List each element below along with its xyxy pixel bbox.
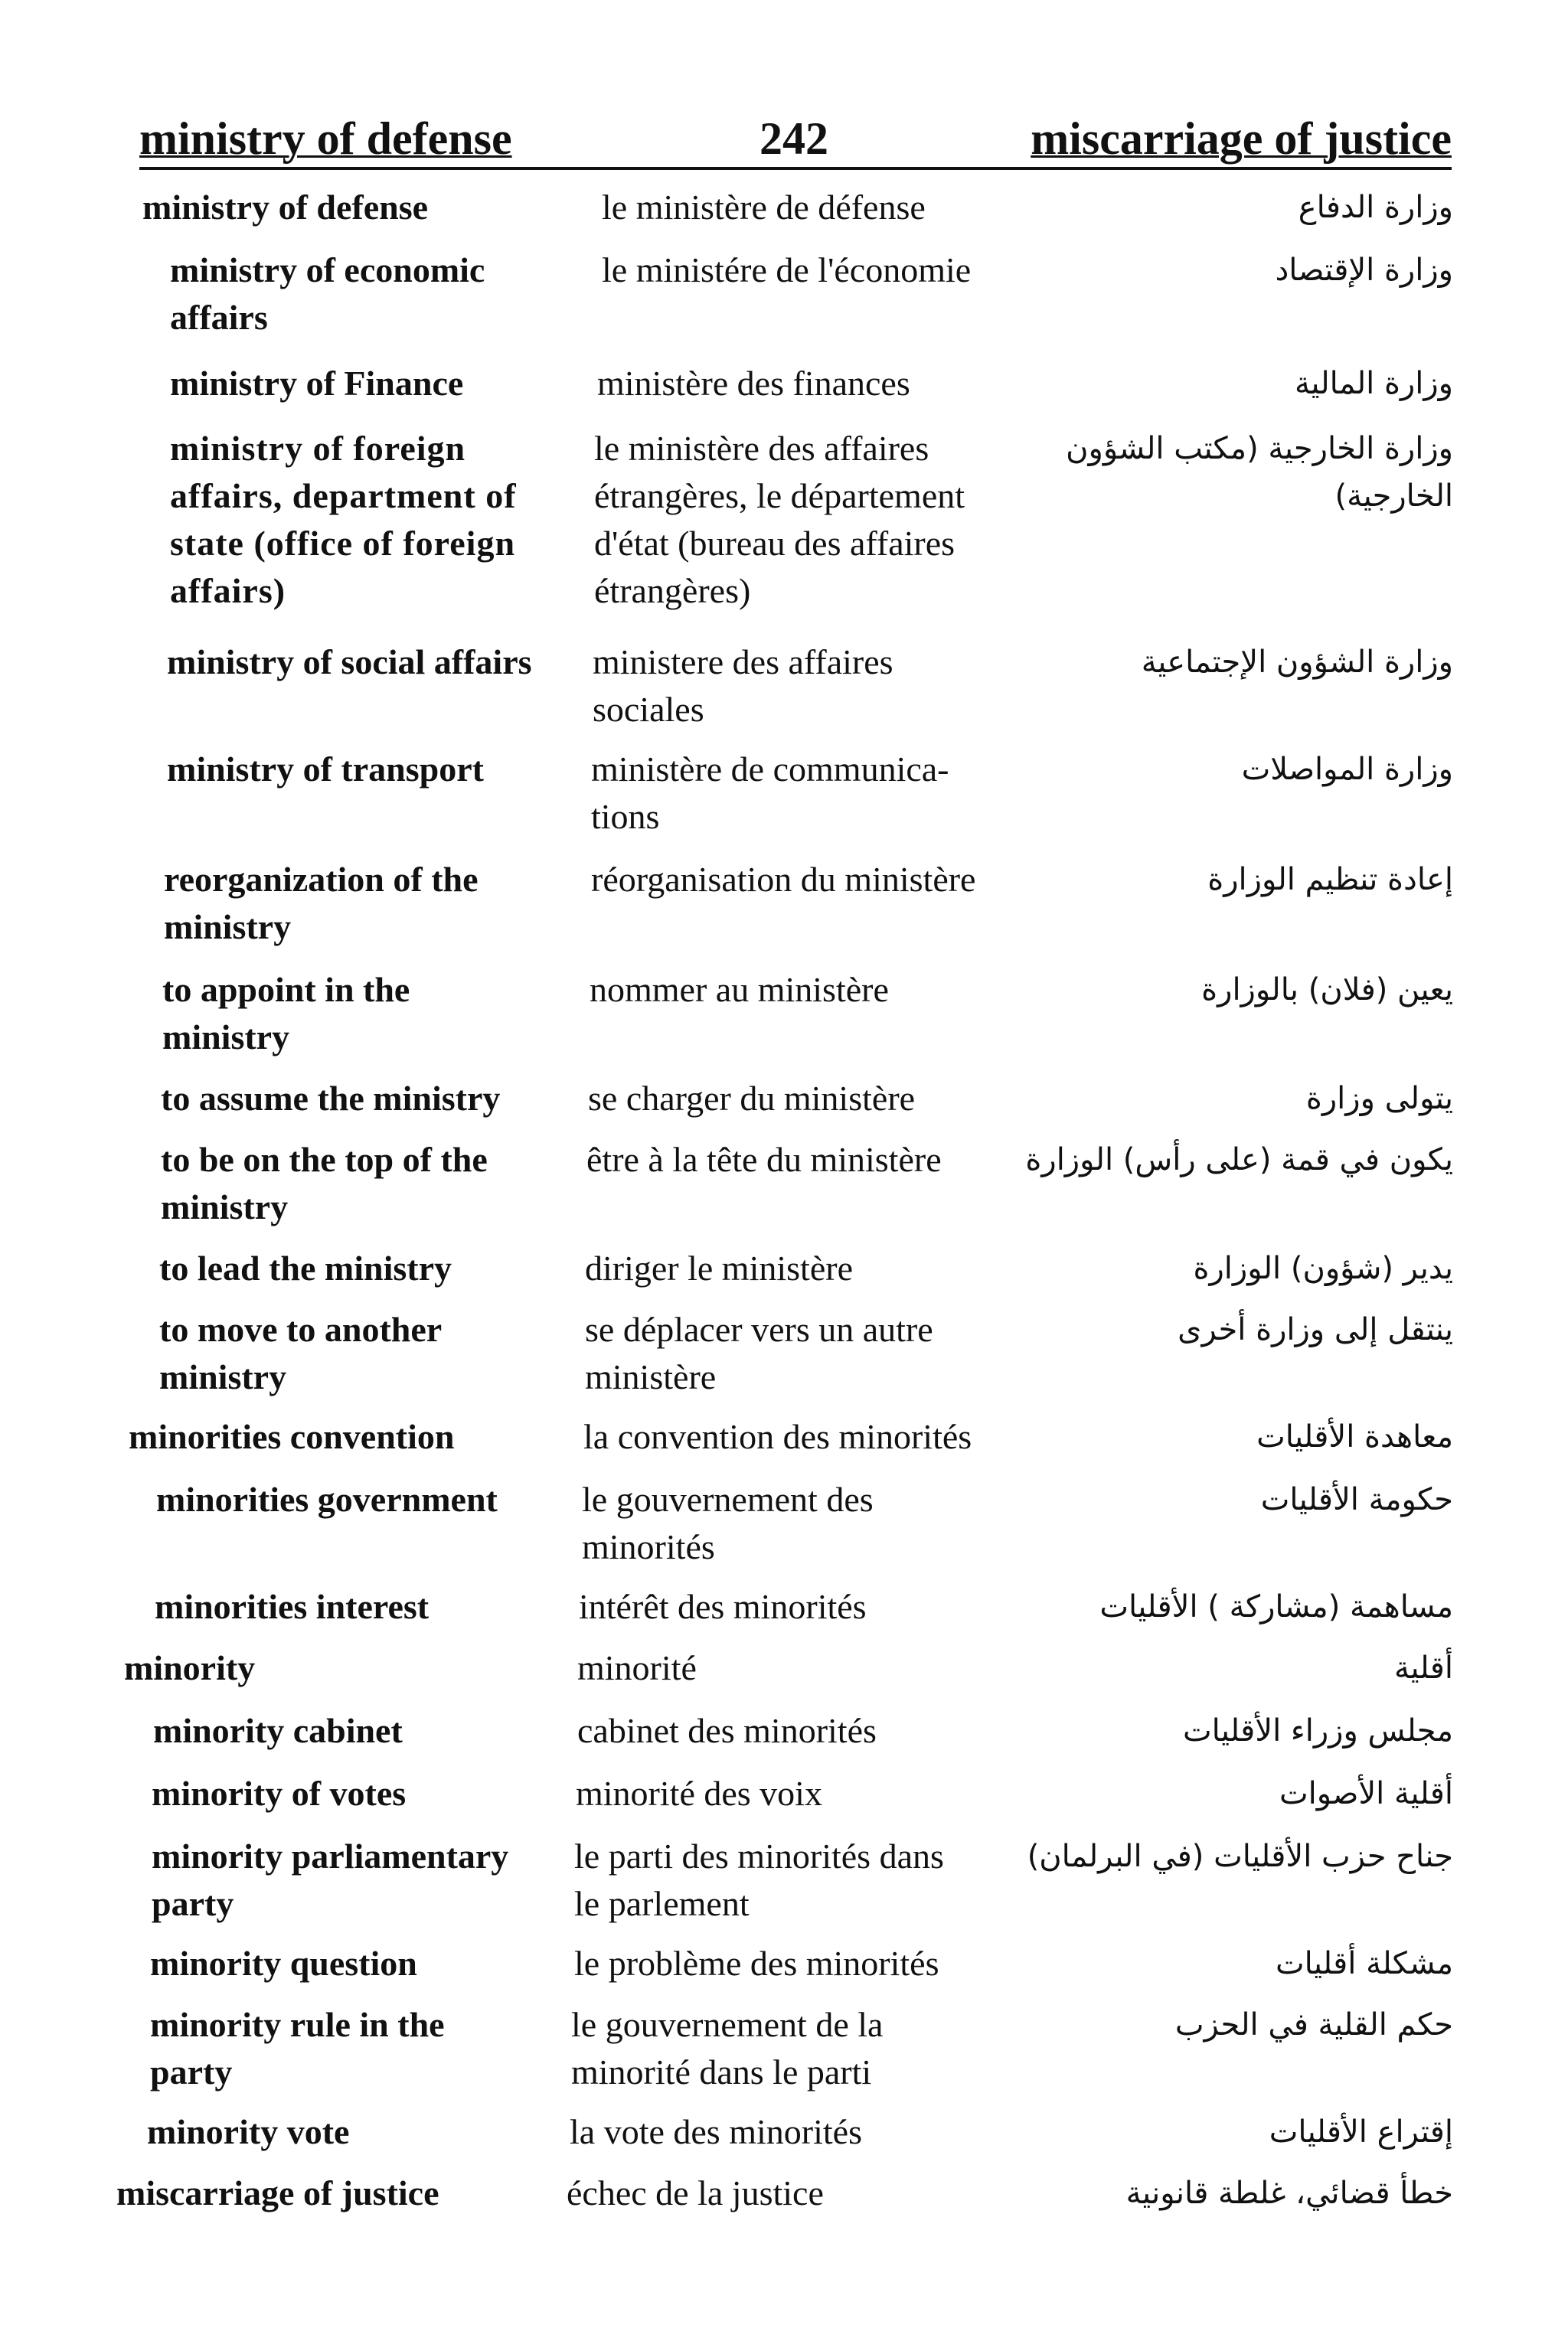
arabic-term: يتولى وزارة	[1305, 1081, 1453, 1116]
arabic-term: خطأ قضائي، غلطة قانونية	[1125, 2176, 1453, 2211]
english-term: ministry of transport	[167, 749, 484, 789]
arabic-term: وزارة المالية	[1294, 366, 1453, 401]
arabic-term: يعين (فلان) بالوزارة	[1201, 972, 1453, 1007]
english-term: minority vote	[147, 2112, 350, 2151]
page-header	[139, 110, 1452, 170]
english-term: minorities interest	[155, 1587, 430, 1626]
arabic-term: يدير (شؤون) الوزارة	[1193, 1251, 1453, 1286]
french-term: le gouvernement de la minorité dans le parti	[571, 2005, 884, 2091]
arabic-term: يكون في قمة (على رأس) الوزارة	[1025, 1142, 1453, 1177]
arabic-term: معاهدة الأقليات	[1256, 1419, 1453, 1455]
english-term: minority question	[150, 1944, 417, 1983]
english-term: minority of votes	[152, 1774, 407, 1813]
english-term: minority parliamentary party	[152, 1837, 509, 1923]
french-term: le problème des minorités	[574, 1944, 939, 1983]
arabic-term: أقلية	[1394, 1651, 1453, 1686]
english-term: to appoint in the ministry	[162, 970, 410, 1056]
english-term: ministry of economic affairs	[170, 250, 485, 337]
page-number: 242	[760, 113, 828, 164]
french-term: minorité	[577, 1648, 697, 1687]
english-term: reorganization of the ministry	[164, 860, 479, 946]
english-term: to assume the ministry	[161, 1079, 501, 1118]
arabic-term: حكومة الأقليات	[1260, 1482, 1453, 1517]
english-term: minority cabinet	[153, 1711, 403, 1750]
french-term: le ministère de défense	[602, 188, 926, 227]
english-term: to move to another ministry	[159, 1310, 443, 1396]
arabic-term: وزارة المواصلات	[1241, 752, 1453, 787]
arabic-term: إعادة تنظيم الوزارة	[1207, 862, 1453, 897]
english-term: to be on the top of the ministry	[161, 1140, 488, 1226]
french-term: échec de la justice	[567, 2173, 824, 2212]
english-term: ministry of defense	[142, 188, 429, 227]
arabic-term: وزارة الإقتصاد	[1275, 253, 1453, 288]
french-term: le ministére de l'économie	[602, 250, 972, 289]
french-term: minorité des voix	[576, 1774, 822, 1813]
french-term: la vote des minorités	[570, 2112, 862, 2151]
english-term: minorities government	[156, 1480, 498, 1519]
french-term: le gouvernement des minorités	[582, 1480, 874, 1566]
english-term: minorities convention	[129, 1417, 455, 1456]
french-term: réorganisation du ministère	[591, 860, 976, 899]
french-term: ministere des affaires sociales	[593, 642, 893, 729]
french-term: la convention des minorités	[583, 1417, 972, 1456]
arabic-term: أقلية الأصوات	[1279, 1776, 1453, 1811]
english-term: ministry of foreign affairs, department of state (office of foreign affairs)	[170, 429, 517, 610]
arabic-term: وزارة الشؤون الإجتماعية	[1141, 645, 1453, 680]
header-first-entry: ministry of defense	[139, 113, 512, 164]
french-term: être à la tête du ministère	[586, 1140, 942, 1179]
english-term: ministry of social affairs	[167, 642, 532, 681]
french-term: ministère de communica- tions	[591, 749, 949, 836]
arabic-term: مشكلة أقليات	[1276, 1946, 1453, 1981]
arabic-term: وزارة الخارجية (مكتب الشؤون الخارجية)	[1066, 431, 1453, 514]
french-term: nommer au ministère	[590, 970, 889, 1009]
french-term: diriger le ministère	[585, 1249, 853, 1288]
arabic-term: مساهمة (مشاركة ) الأقليات	[1099, 1589, 1453, 1625]
arabic-term: ينتقل إلى وزارة أخرى	[1178, 1312, 1453, 1347]
french-term: intérêt des minorités	[579, 1587, 867, 1626]
english-term: minority rule in the party	[150, 2005, 445, 2091]
french-term: ministère des finances	[597, 364, 910, 403]
french-term: se déplacer vers un autre ministère	[585, 1310, 933, 1396]
french-term: cabinet des minorités	[577, 1711, 877, 1750]
english-term: minority	[124, 1648, 256, 1687]
header-last-entry: miscarriage of justice	[1031, 113, 1452, 164]
arabic-term: إقتراع الأقليات	[1269, 2114, 1453, 2150]
french-term: le parti des minorités dans le parlement	[574, 1837, 944, 1923]
english-term: miscarriage of justice	[116, 2173, 439, 2212]
english-term: to lead the ministry	[159, 1249, 452, 1288]
french-term: se charger du ministère	[588, 1079, 916, 1118]
arabic-term: جناح حزب الأقليات (في البرلمان)	[1027, 1839, 1453, 1874]
arabic-term: حكم القلية في الحزب	[1174, 2007, 1453, 2042]
english-term: ministry of Finance	[170, 364, 464, 403]
french-term: le ministère des affaires étrangères, le département d'état (bureau des affaires étrangères)	[594, 429, 965, 610]
arabic-term: مجلس وزراء الأقليات	[1183, 1713, 1453, 1749]
arabic-term: وزارة الدفاع	[1298, 190, 1453, 225]
